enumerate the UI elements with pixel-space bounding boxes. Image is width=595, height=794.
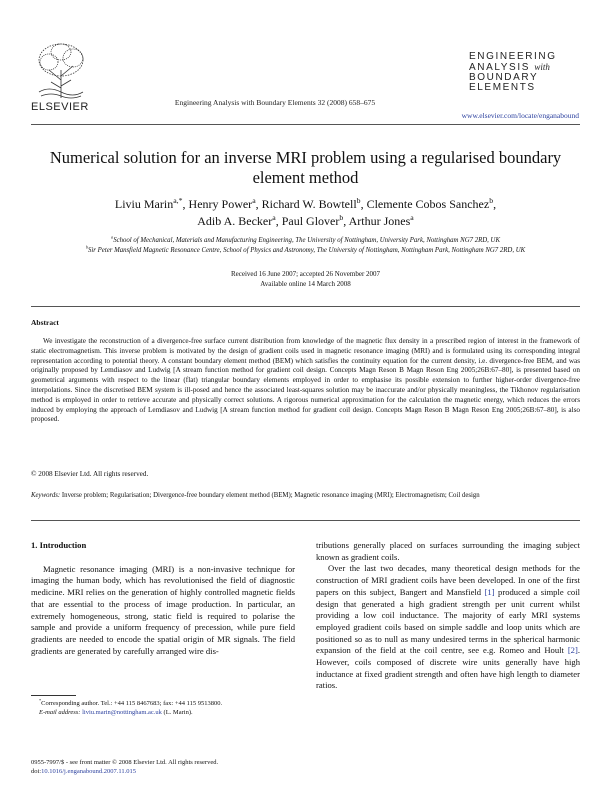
section-heading-introduction: 1. Introduction bbox=[31, 540, 87, 550]
intro-paragraph-1: Magnetic resonance imaging (MRI) is a non-invasive technique for imaging the human body, which has revolutionised the field of diagnostic medicine. MRI relies on the generation of highly controlled magnetic fields that are essential to the process of image production. In particular, an extremely homogeneous, strong, static field is required to polarise the sample and provide a uniform frequency of precession, while pure field gradients are needed to encode the spatial origin of MR signals. The field gradients are generated by carefully arranged wire dis- bbox=[31, 563, 295, 656]
author-line-2: Adib A. Becker$^a$, Paul Glover$^b$, Arthur Jones$^a$ bbox=[197, 213, 414, 228]
journal-citation: Engineering Analysis with Boundary Elements 32 (2008) 658–675 bbox=[174, 98, 376, 107]
affiliation-a: $^a$School of Mechanical, Materials and Manufacturing Engineering, The University of Nottingham, University Park, Nottingham NG7 2RD, UK bbox=[110, 234, 501, 244]
affiliations bbox=[31, 236, 580, 255]
article-dates bbox=[31, 269, 580, 289]
abstract-text: We investigate the reconstruction of a divergence-free surface current distribution from knowledge of the magnetic flux density in a prescribed region of interest in the framework of static electromagnetism. This inverse problem is motivated by the design of gradient coils used in magnetic resonance imaging (MRI) and is formulated using its corresponding integral representation according to potential theory. A constant boundary element method (BEM) which satisfies the continuity equation for the current density, i.e. divergence-free BEM, and was originally proposed by Lemdiasov and Ludwig [A stream function method for gradient coil design. Concepts Magn Reson B Magn Reson Eng 2005;26B:67–80], is presented based on geometrical arguments with respect to the linear (flat) triangular boundary elements employed in order to emphasise its possible extension to further higher-order divergence-free interpolations. Since the discretised BEM system is ill-posed and hence the associated least-squares solution may be inaccurate and/or physically meaningless, the Tikhonov regularisation method is employed in order to retrieve accurate and physically correct solutions. A rigorous numerical approximation for the calculation the magnetic energy, which reduces the errors induced by employing the approach of Lemdiasov and Ludwig [A stream function method for gradient coil design. Concepts Magn Reson B Magn Reson Eng 2005;26B:67–80], is also proposed. bbox=[31, 337, 580, 424]
journal-logo-line4: ELEMENTS bbox=[469, 82, 536, 93]
journal-url-link[interactable]: www.elsevier.com/locate/enganabound bbox=[461, 111, 579, 120]
corresponding-author-footnote: *Corresponding author. Tel.: +44 115 8467683; fax: +44 115 9513800. E-mail address: liviu.marin@nottingham.ac.uk (L. Marin). bbox=[39, 697, 223, 716]
publisher-name: ELSEVIER bbox=[31, 101, 89, 113]
doi-line: doi:10.1016/j.enganabound.2007.11.015 bbox=[31, 768, 137, 775]
author-list bbox=[31, 196, 580, 230]
received-date: Received 16 June 2007; accepted 26 November 2007 bbox=[230, 270, 381, 278]
keywords-label: Keywords: bbox=[31, 492, 61, 499]
doi-link[interactable]: 10.1016/j.enganabound.2007.11.015 bbox=[41, 768, 137, 775]
abstract-bottom-rule bbox=[31, 520, 580, 521]
author-line-1: Liviu Marin$^{a,*}$, Henry Power$^a$, Richard W. Bowtell$^b$, Clemente Cobos Sanchez$^b$, bbox=[114, 196, 497, 211]
intro-paragraph-2: Over the last two decades, many theoretical design methods for the construction of MRI gradient coils have been developed. In one of the first papers on this subject, Bangert and Mansfield [1] produced a simple coil design that generated a high gradient strength per unit current whilst providing a low coil inductance. The majority of early MRI systems employed gradient coils based on simple saddle and loop units which are positioned so as to null as many undesired terms in the spherical harmonic expansion of the field at the coil centre, see e.g. Romeo and Hoult [2]. However, coils composed of discrete wire units generally have high inductance at fixed gradient strength and often have high length to diameter ratios. bbox=[316, 563, 580, 691]
abstract-heading: Abstract bbox=[31, 318, 59, 327]
journal-logo bbox=[469, 52, 579, 93]
author: Adib A. Becker bbox=[197, 214, 273, 228]
keywords bbox=[31, 491, 580, 501]
footnote-rule bbox=[31, 695, 76, 696]
page-footer bbox=[31, 758, 218, 776]
copyright-notice: © 2008 Elsevier Ltd. All rights reserved. bbox=[31, 470, 149, 478]
citation-link-2[interactable]: [2] bbox=[567, 645, 578, 656]
abstract-top-rule bbox=[31, 306, 580, 307]
email-link[interactable]: liviu.marin@nottingham.ac.uk bbox=[82, 709, 162, 716]
intro-paragraph-1-cont: tributions generally placed on surfaces surrounding the imaging subject known as gradient coils. bbox=[316, 540, 580, 562]
journal-logo-line3: BOUNDARY bbox=[469, 72, 539, 83]
author: Paul Glover bbox=[281, 214, 340, 228]
journal-logo-line2: ANALYSIS with bbox=[469, 62, 550, 73]
article-title: Numerical solution for an inverse MRI problem using a regularised boundary element method bbox=[49, 148, 562, 187]
elsevier-tree-logo bbox=[31, 40, 91, 100]
author: Arthur Jones bbox=[348, 214, 411, 228]
left-column bbox=[31, 540, 295, 657]
citation-link-1[interactable]: [1] bbox=[484, 586, 495, 597]
online-date: Available online 14 March 2008 bbox=[260, 280, 351, 288]
affiliation-b: $^b$Sir Peter Mansfield Magnetic Resonance Centre, School of Physics and Astronomy, The University of Nottingham, Nottingham Park, Nottingham NG7 2RD, UK bbox=[85, 244, 526, 254]
header-rule bbox=[31, 124, 580, 125]
author: Richard W. Bowtell bbox=[261, 197, 357, 211]
author: Liviu Marin bbox=[114, 197, 174, 211]
author: Clemente Cobos Sanchez bbox=[366, 197, 490, 211]
author: Henry Power bbox=[188, 197, 253, 211]
front-matter-line: 0955-7997/$ - see front matter © 2008 Elsevier Ltd. All rights reserved. bbox=[31, 759, 219, 766]
keywords-text: Inverse problem; Regularisation; Divergence-free boundary element method (BEM); Magnetic resonance imaging (MRI); Electromagnetism; Coil design bbox=[61, 492, 480, 499]
journal-logo-line1: ENGINEERING bbox=[469, 51, 557, 62]
right-column bbox=[316, 540, 580, 692]
